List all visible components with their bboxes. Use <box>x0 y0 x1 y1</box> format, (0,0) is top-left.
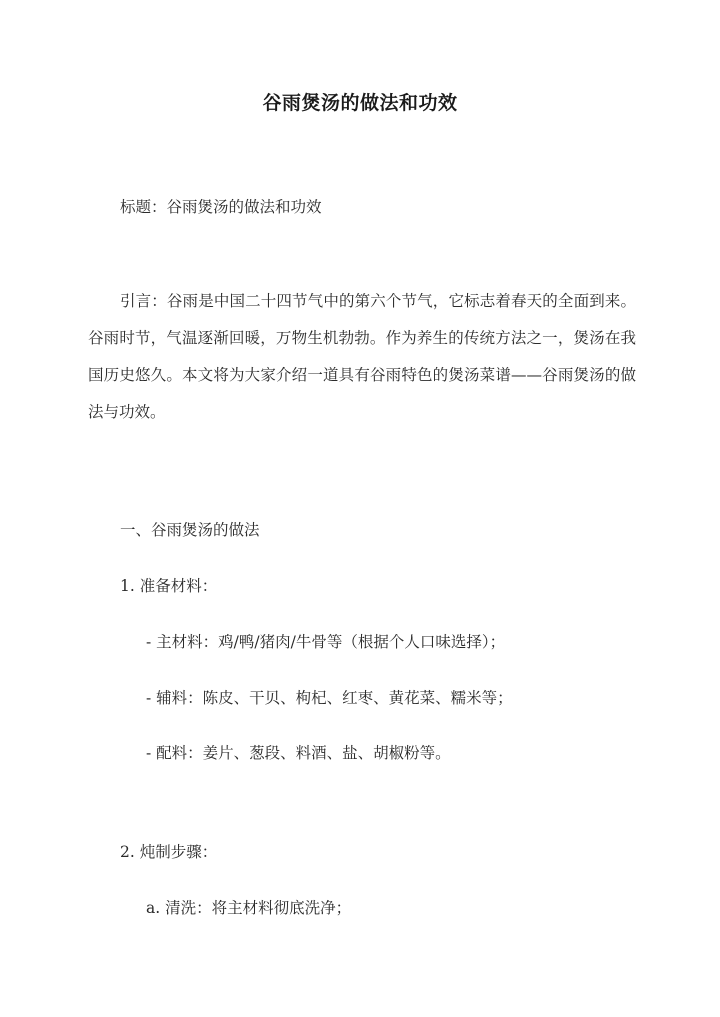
ingredient-item-seasoning: - 配料：姜片、葱段、料酒、盐、胡椒粉等。 <box>146 744 451 762</box>
intro-paragraph: 引言：谷雨是中国二十四节气中的第六个节气，它标志着春天的全面到来。谷雨时节，气温逐渐回暖，万物生机勃勃。作为养生的传统方法之一，煲汤在我国历史悠久。本文将为大家介绍一道具有谷雨特色的煲汤菜谱——谷雨煲汤的做法与功效。 <box>88 292 636 421</box>
document-title: 谷雨煲汤的做法和功效 <box>262 92 458 114</box>
step-heading-materials: 1. 准备材料： <box>120 577 218 595</box>
subtitle-line: 标题：谷雨煲汤的做法和功效 <box>120 198 322 216</box>
step-heading-stewing: 2. 炖制步骤： <box>120 843 218 861</box>
section-heading: 一、谷雨煲汤的做法 <box>120 521 260 539</box>
ingredient-item-main: - 主材料：鸡/鸭/猪肉/牛骨等（根据个人口味选择）； <box>146 633 506 651</box>
ingredient-item-auxiliary: - 辅料：陈皮、干贝、枸杞、红枣、黄花菜、糯米等； <box>146 689 513 707</box>
stewing-step-wash: a. 清洗：将主材料彻底洗净； <box>146 899 352 917</box>
